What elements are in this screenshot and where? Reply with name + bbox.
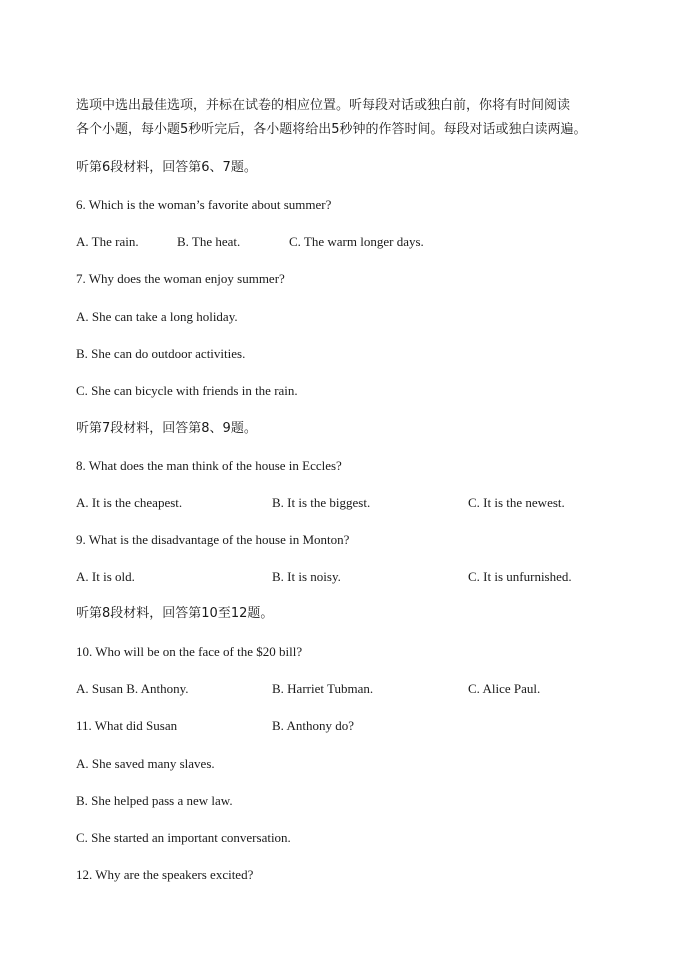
q7-option-c: C. She can bicycle with friends in the rain. [76,383,298,398]
q11-option-a: A. She saved many slaves. [76,756,215,771]
question-8: 8. What does the man think of the house in Eccles? [76,458,342,473]
q9-option-a: A. It is old. [76,569,135,584]
q11-option-b: B. She helped pass a new law. [76,793,233,808]
q8-option-b: B. It is the biggest. [272,495,371,510]
section-8-heading: 听第8段材料，回答第10至12题。 [76,606,274,621]
question-9: 9. What is the disadvantage of the house in Monton? [76,532,350,547]
question-11-part-1: 11. What did Susan [76,718,178,733]
section-7-heading: 听第7段材料，回答第8、9题。 [76,421,257,436]
q8-option-c: C. It is the newest. [468,495,565,510]
question-10: 10. Who will be on the face of the $20 bill? [76,644,303,659]
instructions-line-2: 各个小题，每小题5秒听完后，各小题将给出5秒钟的作答时间。每段对话或独白读两遍。 [76,122,587,137]
question-11-part-2: B. Anthony do? [272,718,354,733]
question-12: 12. Why are the speakers excited? [76,867,254,882]
q6-option-a: A. The rain. [76,234,139,249]
q9-option-b: B. It is noisy. [272,569,341,584]
q9-option-c: C. It is unfurnished. [468,569,572,584]
q10-option-b: B. Harriet Tubman. [272,681,374,696]
q8-option-a: A. It is the cheapest. [76,495,183,510]
q10-option-a: A. Susan B. Anthony. [76,681,189,696]
q6-option-b: B. The heat. [177,234,241,249]
question-7: 7. Why does the woman enjoy summer? [76,271,285,286]
question-6: 6. Which is the woman’s favorite about summer? [76,197,332,212]
q6-option-c: C. The warm longer days. [289,234,424,249]
q7-option-a: A. She can take a long holiday. [76,309,238,324]
section-6-heading: 听第6段材料，回答第6、7题。 [76,160,257,175]
instructions-line-1: 选项中选出最佳选项，并标在试卷的相应位置。听每段对话或独白前，你将有时间阅读 [76,98,571,113]
q10-option-c: C. Alice Paul. [468,681,541,696]
q7-option-b: B. She can do outdoor activities. [76,346,246,361]
q11-option-c: C. She started an important conversation. [76,830,291,845]
